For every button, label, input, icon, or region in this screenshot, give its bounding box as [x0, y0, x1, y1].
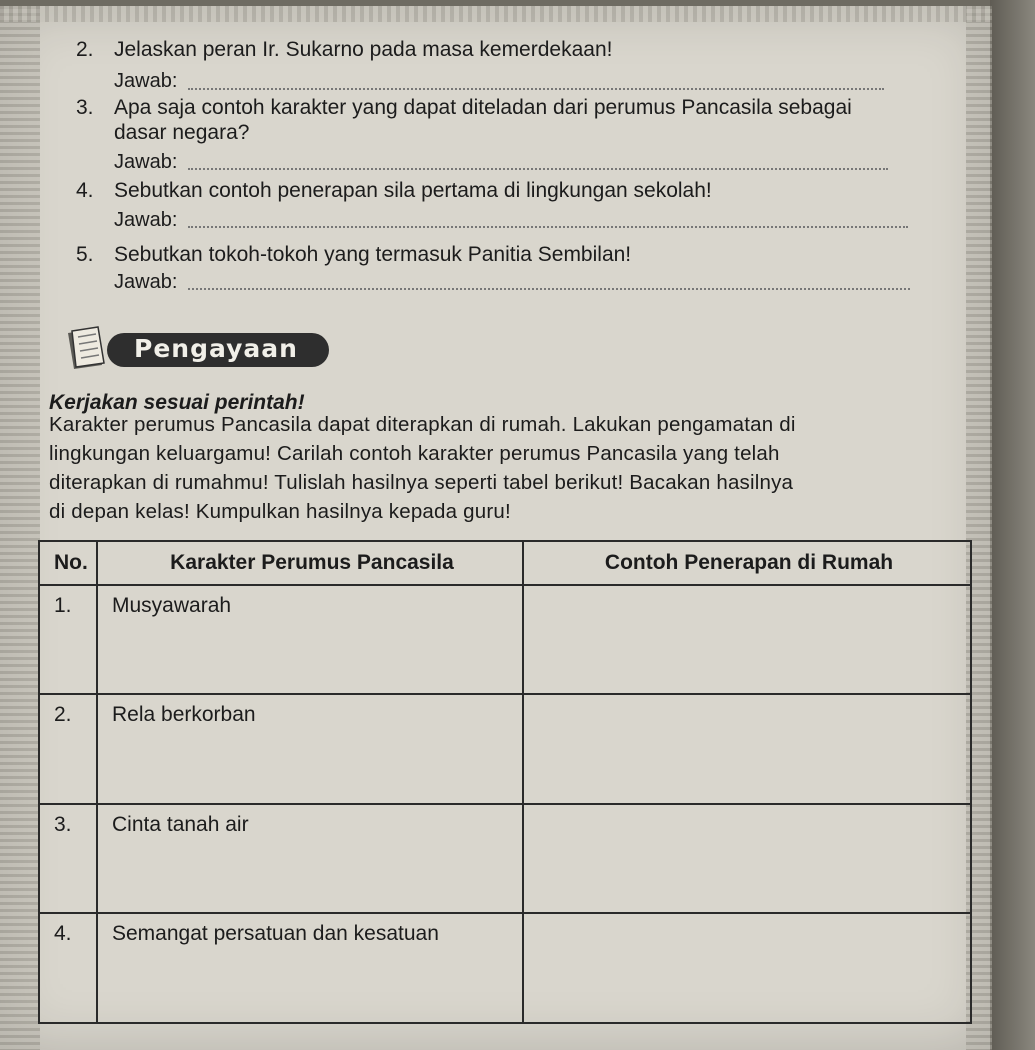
paragraph-line: lingkungan keluargamu! Carilah contoh karakter perumus Pancasila yang telah	[49, 442, 780, 465]
question-3	[76, 96, 852, 120]
paragraph-line: Karakter perumus Pancasila dapat diterapkan di rumah. Lakukan pengamatan di	[49, 413, 796, 436]
observation-table	[38, 540, 972, 1024]
table-row	[39, 913, 971, 1023]
table-row	[39, 804, 971, 914]
answer-line[interactable]	[188, 226, 908, 228]
header-karakter: Karakter Perumus Pancasila	[97, 541, 523, 585]
question-number: 2.	[76, 38, 94, 61]
character-cell: Musyawarah	[97, 585, 523, 695]
section-title: Pengayaan	[134, 334, 298, 363]
answer-line[interactable]	[188, 88, 884, 90]
answer-line[interactable]	[188, 288, 910, 290]
row-number: 1.	[39, 585, 97, 695]
answer-label: Jawab:	[114, 271, 178, 293]
question-2	[76, 38, 612, 62]
row-number: 3.	[39, 804, 97, 914]
answer-label: Jawab:	[114, 151, 178, 173]
question-number: 3.	[76, 96, 94, 119]
row-number: 2.	[39, 694, 97, 804]
question-number: 4.	[76, 179, 94, 202]
header-contoh: Contoh Penerapan di Rumah	[523, 541, 971, 585]
question-text: Jelaskan peran Ir. Sukarno pada masa kemerdekaan!	[114, 38, 613, 61]
answer-label: Jawab:	[114, 209, 178, 231]
top-border-strip	[0, 6, 990, 22]
book-icon	[62, 325, 120, 371]
answer-label: Jawab:	[114, 70, 178, 92]
application-cell[interactable]	[523, 804, 971, 914]
header-no: No.	[39, 541, 97, 585]
question-text: Sebutkan contoh penerapan sila pertama di lingkungan sekolah!	[114, 179, 712, 202]
character-cell: Cinta tanah air	[97, 804, 523, 914]
background-edge	[990, 0, 1035, 1050]
row-number: 4.	[39, 913, 97, 1023]
paragraph-line: di depan kelas! Kumpulkan hasilnya kepada guru!	[49, 500, 511, 523]
application-cell[interactable]	[523, 694, 971, 804]
application-cell[interactable]	[523, 913, 971, 1023]
question-4	[76, 179, 712, 203]
section-banner	[62, 325, 332, 371]
question-5	[76, 243, 631, 267]
question-text: Sebutkan tokoh-tokoh yang termasuk Panitia Sembilan!	[114, 243, 632, 266]
instruction-heading: Kerjakan sesuai perintah!	[49, 391, 305, 414]
character-cell: Rela berkorban	[97, 694, 523, 804]
table-row	[39, 694, 971, 804]
question-number: 5.	[76, 243, 94, 266]
character-cell: Semangat persatuan dan kesatuan	[97, 913, 523, 1023]
application-cell[interactable]	[523, 585, 971, 695]
left-border-strip	[0, 6, 40, 1050]
question-3-continued: dasar negara?	[114, 121, 250, 144]
paragraph-line: diterapkan di rumahmu! Tulislah hasilnya seperti tabel berikut! Bacakan hasilnya	[49, 471, 794, 494]
answer-line[interactable]	[188, 168, 888, 170]
table-row	[39, 585, 971, 695]
question-text: Apa saja contoh karakter yang dapat diteladan dari perumus Pancasila sebagai	[114, 96, 852, 119]
table-header-row	[39, 541, 971, 585]
